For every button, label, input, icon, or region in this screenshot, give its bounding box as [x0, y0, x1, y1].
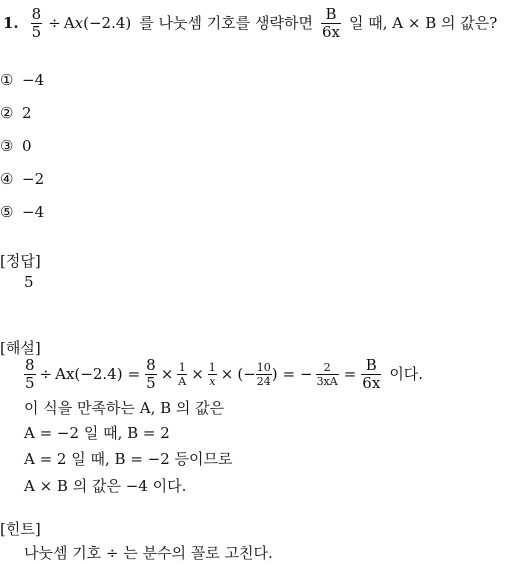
eq-division-sign: ÷ — [39, 365, 53, 384]
variable-A: A — [63, 14, 75, 33]
eq-fraction-1-A: $\frac{1}{A}$ — [178, 361, 187, 388]
eq-fraction-1-x: $\frac{1}{x}$ — [208, 361, 216, 388]
explanation-line-4: A × B 의 값은 −4 이다. — [24, 477, 187, 495]
choice-5[interactable] — [0, 205, 44, 220]
variable-x: x — [74, 14, 84, 33]
choice-2[interactable] — [0, 106, 32, 121]
eq-equals-1: = — [127, 365, 141, 384]
question-number: 1. — [3, 14, 19, 33]
answer-label: [정답] — [0, 252, 41, 270]
eq-times-2: × — [191, 365, 204, 384]
eq-paren: (−2.4) — [74, 365, 123, 384]
choice-text: 2 — [22, 104, 32, 122]
choice-3[interactable] — [0, 139, 32, 154]
eq-equals-2: = − — [282, 365, 313, 384]
eq-open-paren: (− — [237, 365, 256, 384]
eq-end-text: 이다. — [389, 365, 424, 384]
question-mid-text: 를 나눗셈 기호를 생략하면 — [139, 14, 313, 33]
choice-text: 0 — [22, 137, 32, 155]
eq-close-paren: ) — [271, 365, 278, 384]
choice-mark: ① — [0, 71, 14, 89]
explanation-line-1: 이 식을 만족하는 A, B 의 값은 — [24, 399, 225, 417]
choice-mark: ③ — [0, 137, 14, 155]
question-tail-text: 일 때, A × B 의 값은? — [348, 14, 498, 33]
choice-text: −2 — [22, 170, 45, 188]
explanation-line-3: A = 2 일 때, B = −2 등이므로 — [24, 450, 233, 468]
question-fraction-8-5: $\frac{8}{5}$ — [31, 5, 42, 41]
explanation-equation — [24, 358, 423, 392]
explanation-line-2: A = −2 일 때, B = 2 — [24, 424, 170, 442]
choice-1[interactable] — [0, 73, 44, 88]
eq-times-1: × — [160, 365, 174, 384]
choice-mark: ⑤ — [0, 203, 14, 221]
paren-expression: (−2.4) — [83, 14, 132, 33]
question-fraction-B-6x: $\frac{B}{6x}$ — [321, 5, 340, 41]
explanation-label: [해설] — [0, 339, 41, 357]
eq-fraction-2-3xA: $\frac{2}{3xA}$ — [316, 361, 338, 388]
eq-times-3: × — [220, 365, 234, 384]
choice-mark: ② — [0, 104, 14, 122]
question-line — [3, 7, 497, 41]
hint-label: [힌트] — [0, 520, 41, 538]
choice-text: −4 — [22, 71, 45, 89]
choice-text: −4 — [22, 203, 45, 221]
hint-text: 나눗셈 기호 ÷ 는 분수의 꼴로 고친다. — [24, 544, 273, 562]
choice-mark: ④ — [0, 170, 14, 188]
division-sign: ÷ — [48, 14, 61, 33]
eq-equals-3: = — [343, 365, 357, 384]
eq-fraction-8-5-b: $\frac{8}{5}$ — [146, 356, 156, 392]
choice-4[interactable] — [0, 172, 44, 187]
eq-fraction-B-6x: $\frac{B}{6x}$ — [362, 356, 381, 392]
eq-fraction-10-24: $\frac{10}{24}$ — [256, 361, 271, 388]
eq-Ax: Ax — [55, 365, 75, 384]
answer-value: 5 — [24, 273, 34, 291]
eq-fraction-8-5: $\frac{8}{5}$ — [25, 356, 35, 392]
